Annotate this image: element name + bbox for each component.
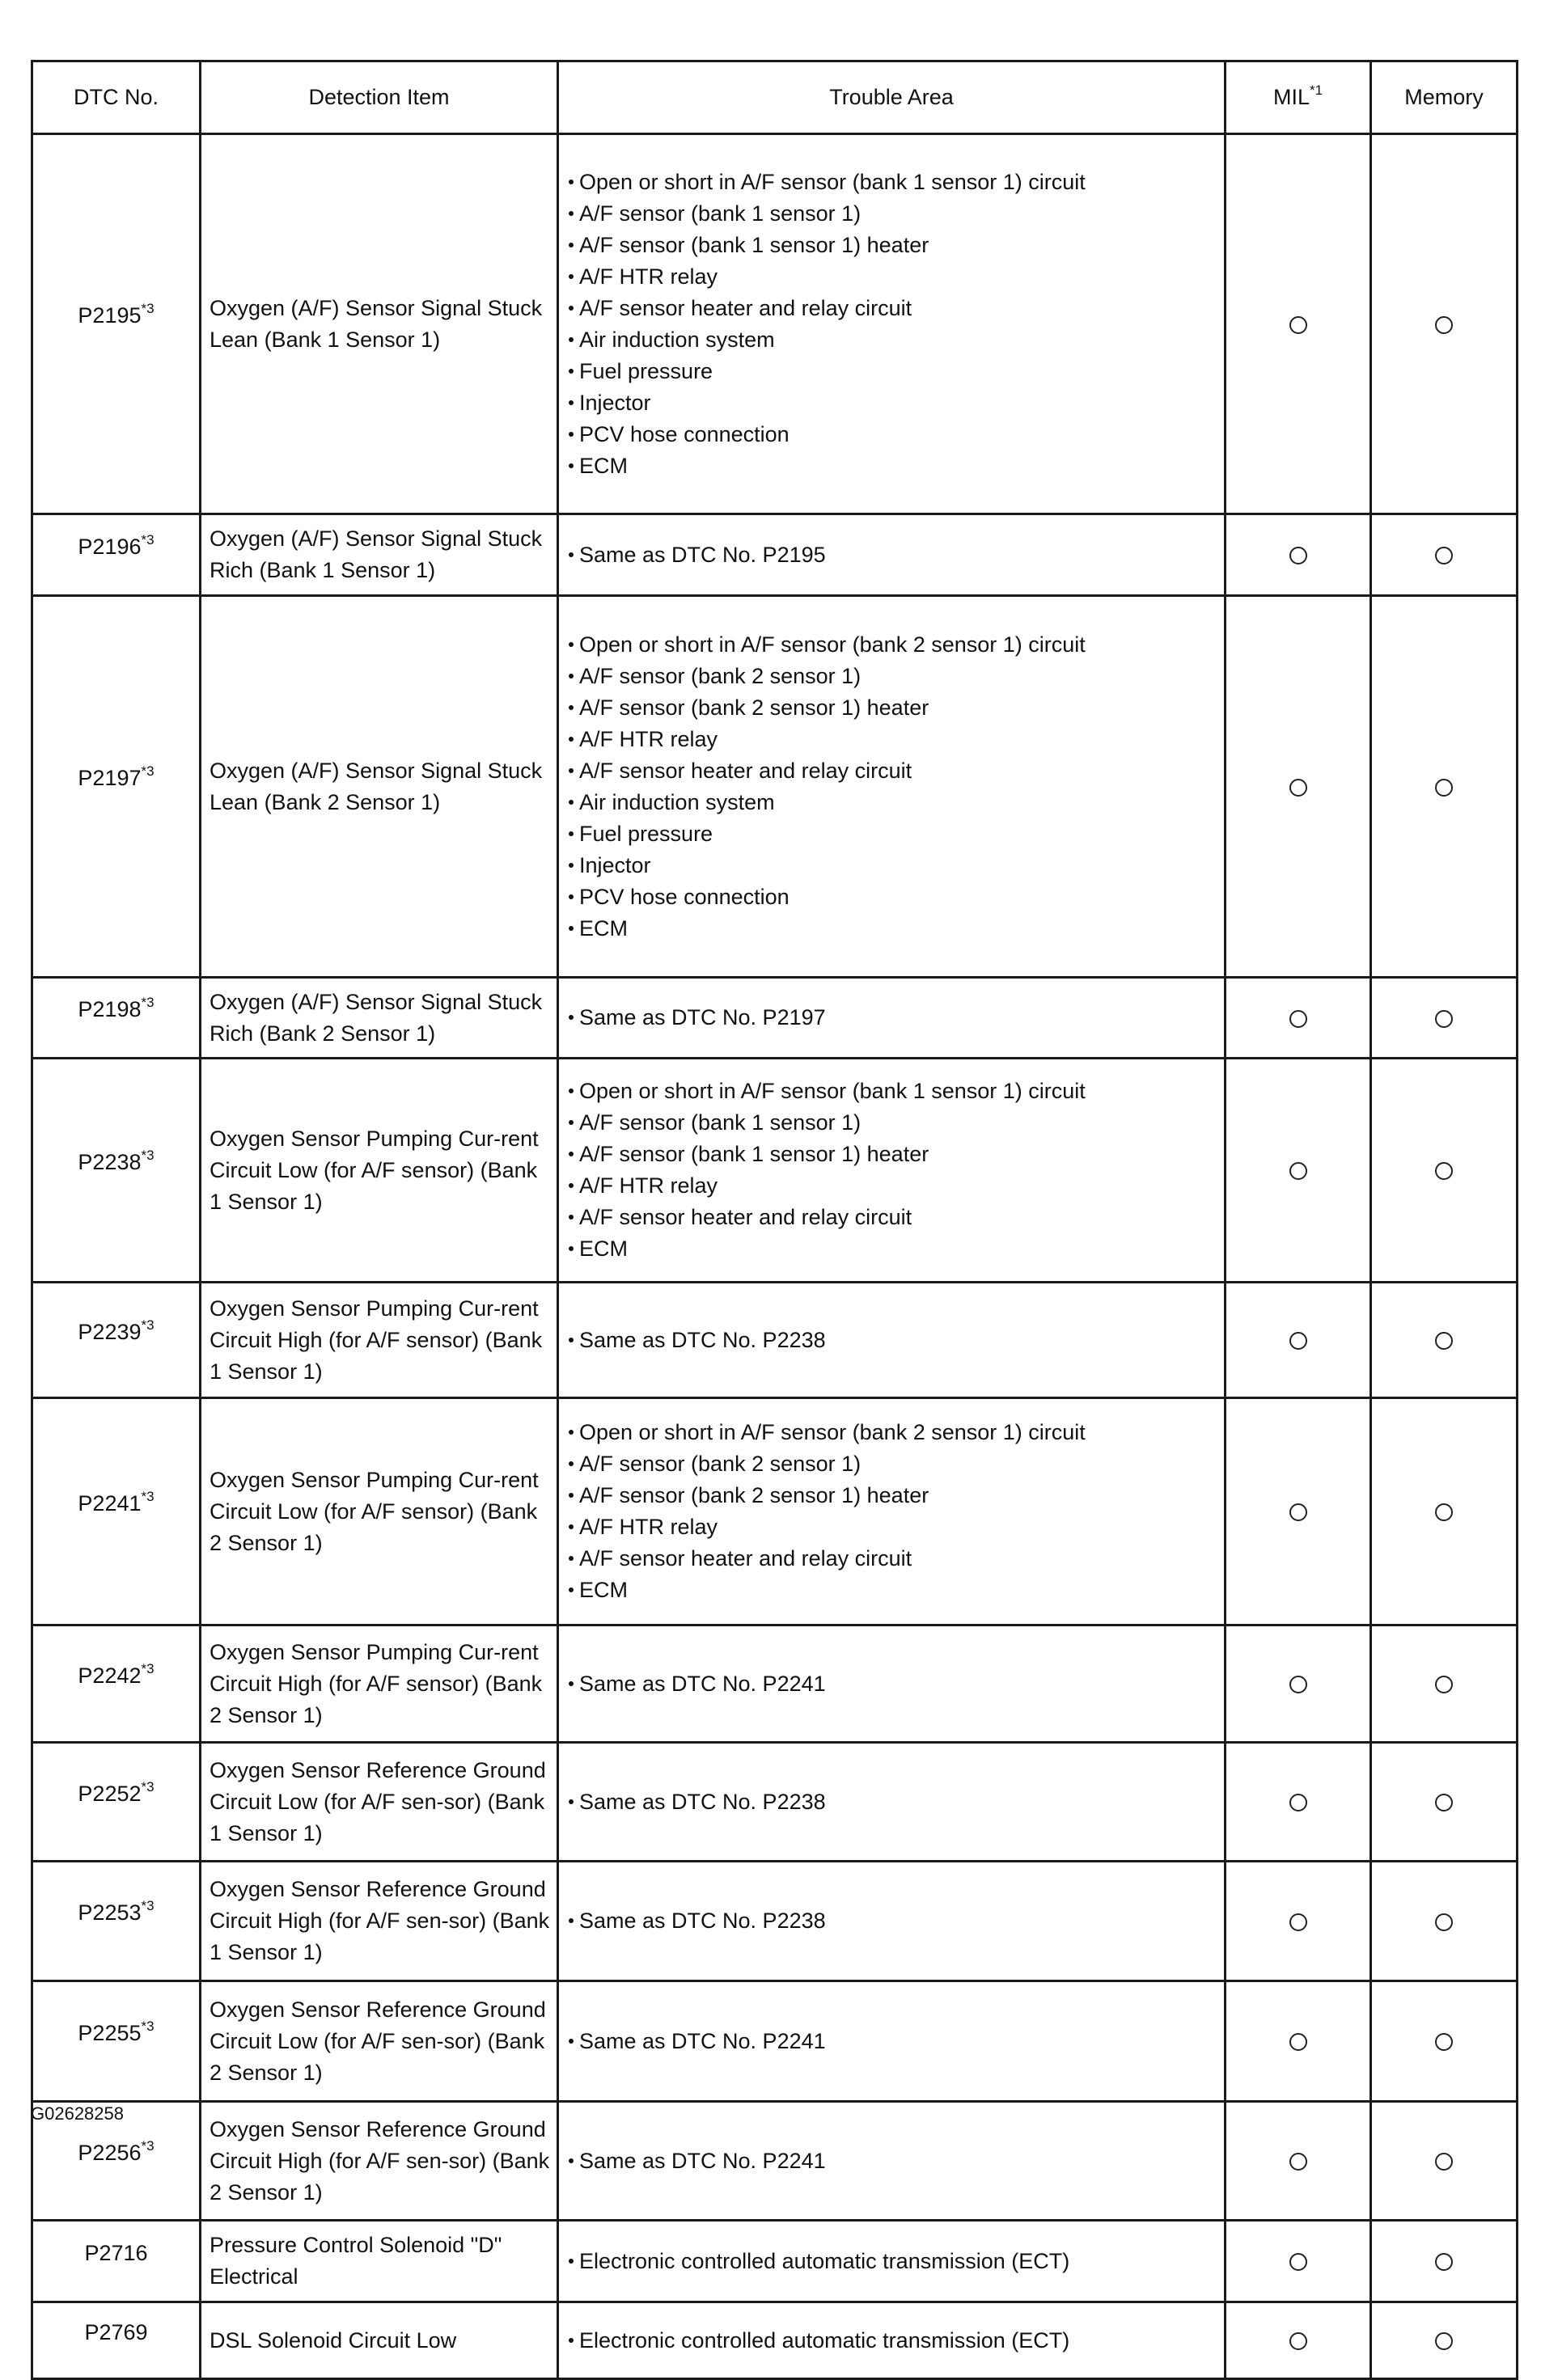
dtc-cell <box>32 134 201 514</box>
mil-circle-icon <box>1289 1503 1307 1521</box>
dtc-cell <box>32 1981 201 2102</box>
mil-circle-icon <box>1289 779 1307 797</box>
memory-cell <box>1371 514 1518 596</box>
dtc-code-wrap <box>84 2320 147 2344</box>
trouble-area-item: A/F HTR relay <box>567 1511 1224 1543</box>
dtc-code: P2256 <box>78 2140 142 2165</box>
mil-circle-icon <box>1289 1332 1307 1350</box>
trouble-area <box>558 2102 1226 2221</box>
detection-item: Oxygen (A/F) Sensor Signal Stuck Rich (Bank 1 Sensor 1) <box>201 514 558 596</box>
trouble-area-item: PCV hose connection <box>567 881 1224 913</box>
trouble-area <box>558 134 1226 514</box>
trouble-area-item: Same as DTC No. P2238 <box>567 1325 1224 1356</box>
trouble-area-item: A/F sensor (bank 1 sensor 1) heater <box>567 230 1224 261</box>
header-detection: Detection Item <box>201 61 558 134</box>
dtc-code-wrap <box>78 997 154 1021</box>
memory-cell <box>1371 596 1518 978</box>
memory-circle-icon <box>1435 2253 1453 2271</box>
trouble-area-item: Same as DTC No. P2238 <box>567 1905 1224 1937</box>
header-mil-note: *1 <box>1309 82 1323 98</box>
memory-circle-icon <box>1435 1503 1453 1521</box>
detection-item: Oxygen Sensor Pumping Cur-rent Circuit High (for A/F sensor) (Bank 2 Sensor 1) <box>201 1625 558 1743</box>
detection-item: Oxygen Sensor Pumping Cur-rent Circuit High (for A/F sensor) (Bank 1 Sensor 1) <box>201 1283 558 1398</box>
trouble-area-list <box>567 1786 1224 1818</box>
memory-circle-icon <box>1435 2153 1453 2171</box>
detection-item: Pressure Control Solenoid "D" Electrical <box>201 2221 558 2302</box>
trouble-area-item: Injector <box>567 850 1224 881</box>
dtc-code: P2238 <box>78 1149 142 1174</box>
memory-cell <box>1371 1862 1518 1981</box>
trouble-area-item: A/F sensor heater and relay circuit <box>567 1202 1224 1233</box>
memory-circle-icon <box>1435 2332 1453 2350</box>
dtc-code-wrap <box>78 763 155 790</box>
memory-circle-icon <box>1435 779 1453 797</box>
mil-cell <box>1226 514 1371 596</box>
memory-circle-icon <box>1435 1332 1453 1350</box>
header-mil <box>1226 61 1371 134</box>
trouble-area-item: ECM <box>567 1233 1224 1265</box>
trouble-area-item: A/F sensor (bank 2 sensor 1) heater <box>567 1480 1224 1511</box>
trouble-area-list <box>567 2145 1224 2177</box>
detection-item: Oxygen Sensor Pumping Cur-rent Circuit Low (for A/F sensor) (Bank 1 Sensor 1) <box>201 1059 558 1283</box>
dtc-code-wrap <box>78 1317 155 1344</box>
trouble-area-item: ECM <box>567 913 1224 945</box>
table-row <box>32 1743 1518 1862</box>
trouble-area-item: A/F HTR relay <box>567 261 1224 293</box>
table-row <box>32 2302 1518 2379</box>
dtc-code-wrap <box>78 1147 155 1174</box>
dtc-note: *3 <box>141 1488 155 1504</box>
table-row <box>32 514 1518 596</box>
dtc-code: P2769 <box>84 2319 148 2344</box>
trouble-area-list <box>567 1668 1224 1700</box>
trouble-area-list <box>567 1002 1224 1034</box>
memory-circle-icon <box>1435 316 1453 334</box>
detection-item: DSL Solenoid Circuit Low <box>201 2302 558 2379</box>
memory-circle-icon <box>1435 2033 1453 2051</box>
trouble-area <box>558 1862 1226 1981</box>
trouble-area-item: A/F HTR relay <box>567 724 1224 755</box>
trouble-area <box>558 2221 1226 2302</box>
dtc-cell <box>32 514 201 596</box>
trouble-area <box>558 1059 1226 1283</box>
mil-circle-icon <box>1289 2153 1307 2171</box>
memory-circle-icon <box>1435 547 1453 564</box>
mil-cell <box>1226 1625 1371 1743</box>
trouble-area-list <box>567 539 1224 571</box>
trouble-area-list <box>567 1325 1224 1356</box>
memory-cell <box>1371 1981 1518 2102</box>
table-row <box>32 1862 1518 1981</box>
table-row <box>32 1981 1518 2102</box>
mil-circle-icon <box>1289 1913 1307 1931</box>
dtc-note: *3 <box>141 531 155 547</box>
mil-cell <box>1226 2302 1371 2379</box>
dtc-cell <box>32 2302 201 2379</box>
trouble-area-item: Injector <box>567 387 1224 419</box>
trouble-area-list <box>567 1076 1224 1265</box>
dtc-cell <box>32 1283 201 1398</box>
table-row <box>32 2102 1518 2221</box>
trouble-area-item: A/F sensor heater and relay circuit <box>567 1543 1224 1575</box>
mil-circle-icon <box>1289 316 1307 334</box>
dtc-note: *3 <box>141 1147 155 1163</box>
memory-cell <box>1371 2302 1518 2379</box>
header-dtc: DTC No. <box>32 61 201 134</box>
table-row <box>32 134 1518 514</box>
dtc-note: *3 <box>141 995 155 1010</box>
table-row <box>32 2221 1518 2302</box>
dtc-cell <box>32 2221 201 2302</box>
trouble-area-item: Same as DTC No. P2238 <box>567 1786 1224 1818</box>
dtc-code: P2241 <box>78 1490 142 1516</box>
trouble-area-item: A/F sensor (bank 2 sensor 1) heater <box>567 692 1224 724</box>
trouble-area <box>558 1283 1226 1398</box>
dtc-cell <box>32 1743 201 1862</box>
trouble-area-item: PCV hose connection <box>567 419 1224 450</box>
detection-item: Oxygen (A/F) Sensor Signal Stuck Lean (Bank 1 Sensor 1) <box>201 134 558 514</box>
detection-item: Oxygen Sensor Reference Ground Circuit Low (for A/F sen-sor) (Bank 2 Sensor 1) <box>201 1981 558 2102</box>
dtc-code-wrap <box>78 303 154 328</box>
dtc-code-wrap <box>78 1660 155 1688</box>
detection-item: Oxygen (A/F) Sensor Signal Stuck Lean (Bank 2 Sensor 1) <box>201 596 558 978</box>
dtc-note: *3 <box>141 763 155 779</box>
header-memory: Memory <box>1371 61 1518 134</box>
trouble-area-item: Same as DTC No. P2241 <box>567 2026 1224 2057</box>
trouble-area <box>558 1625 1226 1743</box>
memory-cell <box>1371 1625 1518 1743</box>
trouble-area-item: A/F sensor heater and relay circuit <box>567 293 1224 324</box>
dtc-table-body <box>32 134 1518 2379</box>
dtc-code: P2255 <box>78 2020 142 2045</box>
trouble-area-item: A/F sensor (bank 1 sensor 1) <box>567 198 1224 230</box>
memory-circle-icon <box>1435 1676 1453 1693</box>
trouble-area <box>558 2302 1226 2379</box>
trouble-area-item: A/F sensor (bank 2 sensor 1) <box>567 661 1224 692</box>
table-row <box>32 1625 1518 1743</box>
mil-circle-icon <box>1289 547 1307 564</box>
trouble-area <box>558 1981 1226 2102</box>
dtc-note: *3 <box>141 1317 155 1333</box>
table-row <box>32 1283 1518 1398</box>
detection-item: Oxygen Sensor Pumping Cur-rent Circuit Low (for A/F sensor) (Bank 2 Sensor 1) <box>201 1398 558 1625</box>
dtc-code-wrap <box>78 1778 155 1806</box>
dtc-code: P2196 <box>78 534 142 559</box>
trouble-area-item: Open or short in A/F sensor (bank 2 sensor 1) circuit <box>567 1417 1224 1448</box>
mil-circle-icon <box>1289 1794 1307 1811</box>
dtc-cell <box>32 978 201 1059</box>
mil-cell <box>1226 1862 1371 1981</box>
dtc-note: *3 <box>141 1898 155 1913</box>
memory-circle-icon <box>1435 1794 1453 1811</box>
trouble-area-item: Electronic controlled automatic transmission (ECT) <box>567 2246 1224 2277</box>
dtc-code-wrap <box>78 1900 154 1925</box>
trouble-area-item: Air induction system <box>567 787 1224 818</box>
dtc-cell <box>32 1398 201 1625</box>
trouble-area-item: Open or short in A/F sensor (bank 1 sensor 1) circuit <box>567 1076 1224 1107</box>
trouble-area-item: Same as DTC No. P2195 <box>567 539 1224 571</box>
memory-circle-icon <box>1435 1162 1453 1180</box>
dtc-code-wrap <box>78 2137 155 2165</box>
dtc-note: *3 <box>141 1660 155 1676</box>
detection-item: Oxygen Sensor Reference Ground Circuit High (for A/F sen-sor) (Bank 2 Sensor 1) <box>201 2102 558 2221</box>
table-row <box>32 1398 1518 1625</box>
mil-circle-icon <box>1289 1010 1307 1028</box>
mil-cell <box>1226 1398 1371 1625</box>
table-row <box>32 596 1518 978</box>
memory-cell <box>1371 134 1518 514</box>
trouble-area <box>558 1398 1226 1625</box>
mil-circle-icon <box>1289 2332 1307 2350</box>
trouble-area-item: Same as DTC No. P2241 <box>567 1668 1224 1700</box>
trouble-area-list <box>567 629 1224 945</box>
dtc-cell <box>32 1625 201 1743</box>
mil-cell <box>1226 2221 1371 2302</box>
trouble-area-list <box>567 167 1224 482</box>
detection-item: Oxygen Sensor Reference Ground Circuit High (for A/F sen-sor) (Bank 1 Sensor 1) <box>201 1862 558 1981</box>
figure-code: G02628258 <box>31 2103 124 2124</box>
trouble-area-item: A/F sensor (bank 2 sensor 1) <box>567 1448 1224 1480</box>
trouble-area-item: A/F sensor (bank 1 sensor 1) heater <box>567 1139 1224 1170</box>
header-mil-label: MIL <box>1272 85 1310 109</box>
mil-cell <box>1226 1981 1371 2102</box>
trouble-area <box>558 596 1226 978</box>
trouble-area-item: Electronic controlled automatic transmission (ECT) <box>567 2325 1224 2357</box>
trouble-area-item: Open or short in A/F sensor (bank 2 sensor 1) circuit <box>567 629 1224 661</box>
memory-cell <box>1371 2221 1518 2302</box>
trouble-area-list <box>567 2325 1224 2357</box>
dtc-code: P2252 <box>78 1781 142 1806</box>
memory-circle-icon <box>1435 1913 1453 1931</box>
memory-cell <box>1371 1743 1518 1862</box>
memory-circle-icon <box>1435 1010 1453 1028</box>
trouble-area-item: A/F sensor (bank 1 sensor 1) <box>567 1107 1224 1139</box>
trouble-area-item: ECM <box>567 450 1224 482</box>
dtc-note: *3 <box>141 2137 155 2154</box>
mil-cell <box>1226 134 1371 514</box>
dtc-note: *3 <box>141 301 155 316</box>
trouble-area-list <box>567 2026 1224 2057</box>
memory-cell <box>1371 1059 1518 1283</box>
memory-cell <box>1371 2102 1518 2221</box>
table-row <box>32 1059 1518 1283</box>
trouble-area-item: ECM <box>567 1575 1224 1606</box>
mil-circle-icon <box>1289 1162 1307 1180</box>
header-row <box>32 61 1518 134</box>
trouble-area-item: Fuel pressure <box>567 356 1224 387</box>
dtc-code-wrap <box>78 531 155 559</box>
memory-cell <box>1371 978 1518 1059</box>
dtc-cell <box>32 596 201 978</box>
trouble-area-item: Air induction system <box>567 324 1224 356</box>
trouble-area-item: Open or short in A/F sensor (bank 1 sensor 1) circuit <box>567 167 1224 198</box>
trouble-area-item: A/F HTR relay <box>567 1170 1224 1202</box>
mil-circle-icon <box>1289 2253 1307 2271</box>
dtc-code: P2195 <box>78 303 142 328</box>
mil-cell <box>1226 978 1371 1059</box>
mil-cell <box>1226 1283 1371 1398</box>
mil-circle-icon <box>1289 2033 1307 2051</box>
dtc-code: P2197 <box>78 766 142 790</box>
dtc-note: *3 <box>141 1778 155 1795</box>
memory-cell <box>1371 1398 1518 1625</box>
mil-circle-icon <box>1289 1676 1307 1693</box>
trouble-area-item: Same as DTC No. P2197 <box>567 1002 1224 1034</box>
dtc-table <box>31 60 1518 2380</box>
mil-cell <box>1226 1059 1371 1283</box>
dtc-cell <box>32 1059 201 1283</box>
mil-cell <box>1226 1743 1371 1862</box>
header-trouble: Trouble Area <box>558 61 1226 134</box>
table-row <box>32 978 1518 1059</box>
dtc-cell <box>32 1862 201 1981</box>
detection-item: Oxygen Sensor Reference Ground Circuit Low (for A/F sen-sor) (Bank 1 Sensor 1) <box>201 1743 558 1862</box>
trouble-area-item: A/F sensor heater and relay circuit <box>567 755 1224 787</box>
trouble-area <box>558 978 1226 1059</box>
mil-cell <box>1226 2102 1371 2221</box>
trouble-area-item: Same as DTC No. P2241 <box>567 2145 1224 2177</box>
trouble-area-item: Fuel pressure <box>567 818 1224 850</box>
dtc-code: P2242 <box>78 1663 142 1688</box>
dtc-code-wrap <box>78 1488 155 1516</box>
dtc-code: P2253 <box>78 1900 142 1925</box>
trouble-area-list <box>567 2246 1224 2277</box>
dtc-code: P2198 <box>78 997 142 1021</box>
trouble-area-list <box>567 1905 1224 1937</box>
trouble-area-list <box>567 1417 1224 1606</box>
dtc-code-wrap <box>78 2018 155 2045</box>
trouble-area <box>558 514 1226 596</box>
detection-item: Oxygen (A/F) Sensor Signal Stuck Rich (Bank 2 Sensor 1) <box>201 978 558 1059</box>
trouble-area <box>558 1743 1226 1862</box>
memory-cell <box>1371 1283 1518 1398</box>
dtc-code: P2716 <box>84 2240 148 2265</box>
mil-cell <box>1226 596 1371 978</box>
dtc-code-wrap <box>84 2241 147 2265</box>
dtc-note: *3 <box>141 2018 155 2034</box>
dtc-code: P2239 <box>78 1319 142 1344</box>
